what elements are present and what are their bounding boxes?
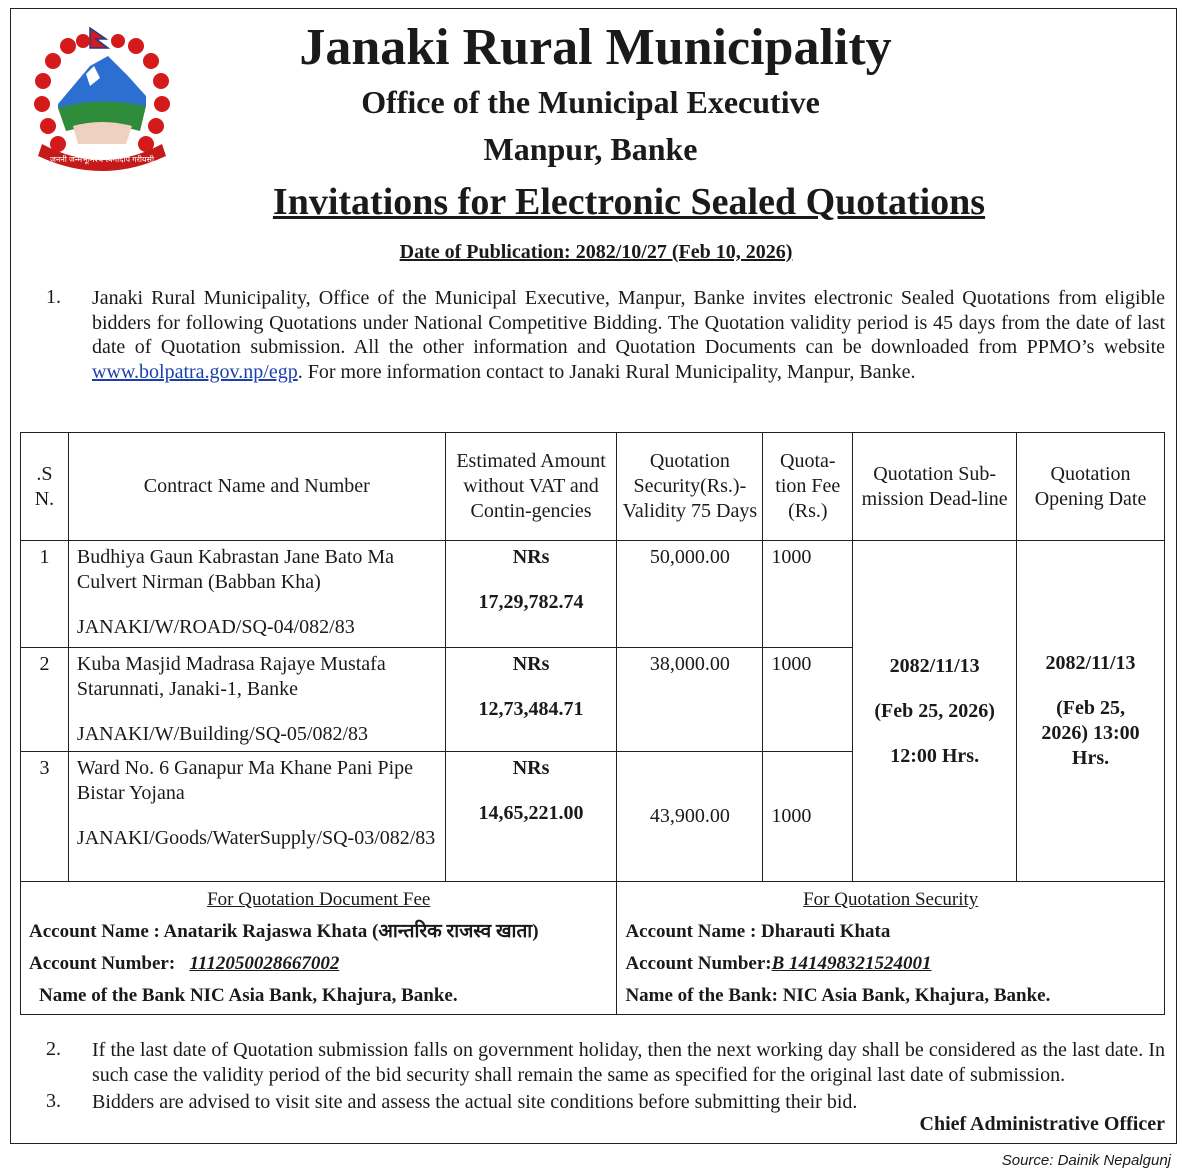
col-amount: Estimated Amount without VAT and Contin-gencies: [445, 433, 617, 541]
table-header-row: [21, 433, 1165, 541]
contract-cell: Ward No. 6 Ganapur Ma Khane Pani Pipe Bistar Yojana JANAKI/Goods/WaterSupply/SQ-03/082/83: [68, 752, 445, 882]
col-contract: Contract Name and Number: [68, 433, 445, 541]
municipality-title: Janaki Rural Municipality: [299, 19, 892, 76]
col-sn: .S N.: [21, 433, 69, 541]
amount-cell: NRs 14,65,221.00: [445, 752, 617, 882]
svg-text:जननी जन्मभूमिश्च स्वर्गादपि गर: जननी जन्मभूमिश्च स्वर्गादपि गरीयसी: [49, 155, 155, 164]
opening-cell: 2082/11/13 (Feb 25, 2026) 13:00 Hrs.: [1017, 541, 1165, 882]
location: Manpur, Banke: [483, 131, 698, 167]
note-holiday: If the last date of Quotation submission falls on government holiday, then the next working day shall be considered as the last date. In such case the validity period of the bid security shall remain the same as specified for the original last date of submission.: [92, 1039, 1165, 1086]
sn: 3: [21, 752, 69, 882]
signature-title: Chief Administrative Officer: [919, 1113, 1165, 1135]
amount-cell: NRs 17,29,782.74: [445, 541, 617, 648]
contract-cell: Budhiya Gaun Kabrastan Jane Bato Ma Culvert Nirman (Babban Kha) JANAKI/W/ROAD/SQ-04/082/83: [68, 541, 445, 648]
item-number: 3.: [46, 1090, 61, 1112]
security-account-cell: For Quotation Security Account Name : Dharauti Khata Account Number:B 141498321524001 Name of the Bank: NIC Asia Bank, Khajura, Banke.: [617, 882, 1165, 1015]
item-number: 2.: [46, 1038, 61, 1060]
intro-paragraph: Janaki Rural Municipality, Office of the Municipal Executive, Manpur, Banke invites electronic Sealed Quotations from eligible bidders for following Quotations under National Competitive Bidding. The Quotation validity period is 45 days from the date of last date of Quotation submission. All the other information and Quotation Documents can be downloaded from PPMO’s website www.bolpatra.gov.np/egp. For more information contact to Janaki Rural Municipality, Manpur, Banke.: [92, 287, 1165, 383]
deadline-cell: 2082/11/13 (Feb 25, 2026) 12:00 Hrs.: [853, 541, 1017, 882]
col-security: Quotation Security(Rs.)-Validity 75 Days: [617, 433, 763, 541]
amount-cell: NRs 12,73,484.71: [445, 648, 617, 752]
quotation-table: [20, 432, 1165, 1015]
fee-account-cell: For Quotation Document Fee Account Name : Anatarik Rajaswa Khata (आन्तरिक राजस्व खाता) Account Number: 1112050028667002 Name of the Bank NIC Asia Bank, Khajura, Banke.: [21, 882, 617, 1015]
col-fee: Quota-tion Fee (Rs.): [763, 433, 853, 541]
contract-cell: Kuba Masjid Madrasa Rajaye Mustafa Starunnati, Janaki-1, Banke JANAKI/W/Building/SQ-05/082/83: [68, 648, 445, 752]
publication-date: Date of Publication: 2082/10/27 (Feb 10, 2026): [399, 241, 793, 263]
table-row: [21, 541, 1165, 648]
security-cell: 38,000.00: [617, 648, 763, 752]
security-cell: 50,000.00: [617, 541, 763, 648]
fee-cell: 1000: [763, 541, 853, 648]
source-credit: Source: Dainik Nepalgunj: [1001, 1152, 1171, 1169]
item-number: 1.: [46, 286, 61, 308]
account-details-row: [21, 882, 1165, 1015]
col-opening: Quotation Opening Date: [1017, 433, 1165, 541]
fee-cell: 1000: [763, 648, 853, 752]
notice-title: Invitations for Electronic Sealed Quotations: [272, 181, 986, 223]
col-deadline: Quotation Sub-mission Dead-line: [853, 433, 1017, 541]
sn: 2: [21, 648, 69, 752]
security-cell: 43,900.00: [617, 752, 763, 882]
office-title: Office of the Municipal Executive: [361, 84, 820, 120]
fee-cell: 1000: [763, 752, 853, 882]
note-site-visit: Bidders are advised to visit site and assess the actual site conditions before submitting their bid.: [92, 1091, 858, 1113]
bolpatra-link[interactable]: www.bolpatra.gov.np/egp: [92, 360, 298, 383]
sn: 1: [21, 541, 69, 648]
